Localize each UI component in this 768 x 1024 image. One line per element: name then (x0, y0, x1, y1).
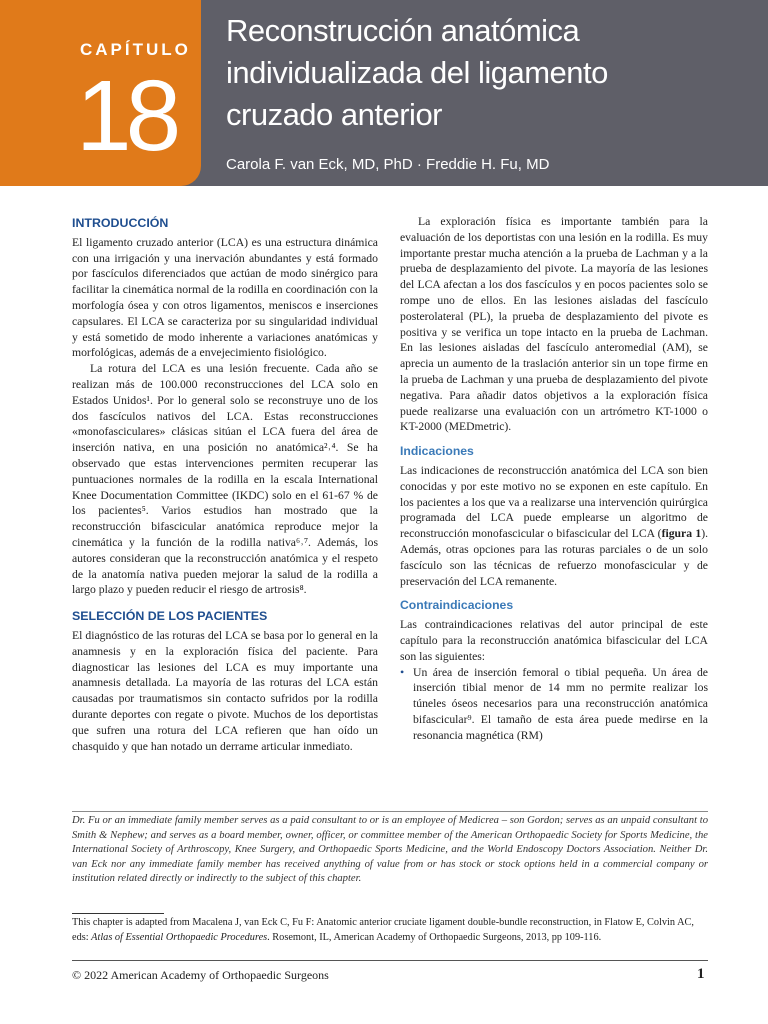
section-heading-patient-selection: SELECCIÓN DE LOS PACIENTES (72, 609, 268, 624)
note-text: . Rosemont, IL, American Academy of Orthopaedic Surgeons, 2013, pp 109-116. (267, 931, 602, 943)
paragraph-text: Las indicaciones de reconstrucción anatómica del LCA son bien conocidas y por este motivo no se exponen en este capítulo. En los pacientes a los que va a realizarse una intervención quirúrgica programada del LCA puede emplearse un algoritmo de reconstrucción monofascicular o bifascicular del LCA ( (400, 463, 708, 541)
subheading-indications: Indicaciones (400, 444, 474, 459)
adaptation-note (72, 916, 708, 945)
chapter-title-line: individualizada del ligamento (226, 55, 608, 90)
paragraph: El ligamento cruzado anterior (LCA) es una estructura dinámica con una irrigación y una inervación abundantes y está formado por fascículos diferenciados que actúan de modo sinérgico para facilitar la cinemática normal de la rodilla en coordinación con la morfología ósea y con otros ligamentos, meniscos e inserciones capsulares. El LCA se caracteriza por su singularidad individual y está sometido de modo inherente a variaciones anatómicas y morfológicas, además de a envejecimiento fisiológico. (72, 235, 378, 360)
paragraph: El diagnóstico de las roturas del LCA se basa por lo general en la anamnesis y en la exploración física del paciente. Para diagnosticar las lesiones del LCA es muy importante una anamnesis detallada. La mayoría de las roturas del LCA están causadas por traumatismos sin contacto sufridos por la rodilla durante deportes con regate o pivote. Muchos de los deportistas que sufren una rotura del LCA refieren que han oído un chasquido y que han notado un derrame articular inmediato. (72, 628, 378, 753)
authors: Carola F. van Eck, MD, PhD · Freddie H. Fu, MD (226, 156, 550, 173)
paragraph: Las contraindicaciones relativas del autor principal de este capítulo para la reconstrucción anatómica bifascicular del LCA son las siguientes: (400, 618, 708, 663)
book-title: Atlas of Essential Orthopaedic Procedures (91, 931, 268, 943)
subheading-contraindications: Contraindicaciones (400, 598, 514, 613)
paragraph-text: ). Además, otras opciones para las roturas parciales o de un solo fascículo son las técnicas de refuerzo monofascicular y de preservación del LCA remanente. (400, 527, 709, 588)
paragraph (400, 463, 708, 589)
divider (72, 913, 164, 914)
list-item-text: Un área de inserción femoral o tibial pequeña. Un área de inserción tibial menor de 14 mm no permite realizar los túneles óseos necesarios para una reconstrucción anatómica bifascicular⁹. El tamaño de esta área puede medirse en la resonancia magnética (RM) (413, 665, 708, 742)
figure-reference[interactable]: figura 1 (661, 527, 702, 541)
chapter-title-line: cruzado anterior (226, 97, 443, 132)
copyright: © 2022 American Academy of Orthopaedic Surgeons (72, 968, 329, 982)
left-column (72, 214, 378, 754)
disclosure-statement: Dr. Fu or an immediate family member serves as a paid consultant to or is an employee of Medicrea – son Gordon; serves as an unpaid consultant to Smith & Nephew; and serves as a board member, owner, officer, or committee member of the American Orthopaedic Society for Sports Medicine, the International Society of Arthroscopy, Knee Surgery, and Orthopaedic Sports Medicine, and the World Endoscopy Doctors Association. Neither Dr. van Eck nor any immediate family member has received anything of value from or has stock or stock options held in a commercial company or institution related directly or indirectly to the subject of this chapter. (72, 815, 708, 885)
chapter-label: CAPÍTULO (80, 40, 191, 59)
right-column (400, 214, 708, 744)
bullet-icon: • (400, 664, 405, 679)
list-item (400, 665, 708, 744)
note-text: This chapter is adapted from Macalena J, van Eck C, Fu F: Anatomic anterior cruciate ligament double-bundle reconstruction, in Flatow E, Colvin AC, eds: (72, 917, 694, 943)
divider (72, 960, 708, 961)
chapter-number: 18 (76, 60, 176, 172)
paragraph: La exploración física es importante también para la evaluación de los deportistas con una lesión en la rodilla. Es muy importante prestar mucha atención a la prueba de Lachman y a la prueba de desplazamiento del pivote. La mayoría de las lesiones del LCA afectan a los dos fascículos y en pocos pacientes solo se rompe uno de ellos. En las lesiones aisladas del fascículo posterolateral (PL), la prueba de desplazamiento del pivote es positiva y se verifica un tope intacto en la prueba de Lachman. En las lesiones aisladas del fascículo anteromedial (AM), se aprecia un aumento de la traslación anterior sin un tope firme en la prueba de Lachman y una prueba de desplazamiento del pivote negativa. Para añadir datos objetivos a la exploración física puede realizarse una evaluación con un artrómetro KT-1000 o KT-2000 (MEDmetric). (400, 215, 708, 434)
divider (72, 811, 708, 812)
chapter-title-line: Reconstrucción anatómica (226, 13, 580, 48)
paragraph: La rotura del LCA es una lesión frecuente. Cada año se realizan más de 100.000 reconstrucciones del LCA solo en Estados Unidos¹. Por lo general solo se reconstruye uno de los dos fascículos nativos del LCA. Estas reconstrucciones «monofasciculares» clásicas sitúan el LCA fuera del área de inserción nativa, en una posición no anatómica²˒⁴. Se ha observado que estas intervenciones permiten recuperar las puntuaciones normales de la rodilla en la escala International Knee Documentation Committee (IKDC) solo en el 61-67 % de los pacientes⁵. Varios estudios han mostrado que la reconstrucción bifascicular anatómica reproduce mejor la cinemática y la función de la rodilla nativa⁶˒⁷. Además, los autores consideran que la reconstrucción anatómica y el respeto de la anatomía nativa pueden mejorar la salud de la rodilla a largo plazo y pueden reducir el riesgo de artrosis⁸. (72, 362, 378, 597)
chapter-title (226, 10, 746, 136)
section-heading-introduction: INTRODUCCIÓN (72, 216, 169, 230)
page-number: 1 (697, 966, 705, 982)
